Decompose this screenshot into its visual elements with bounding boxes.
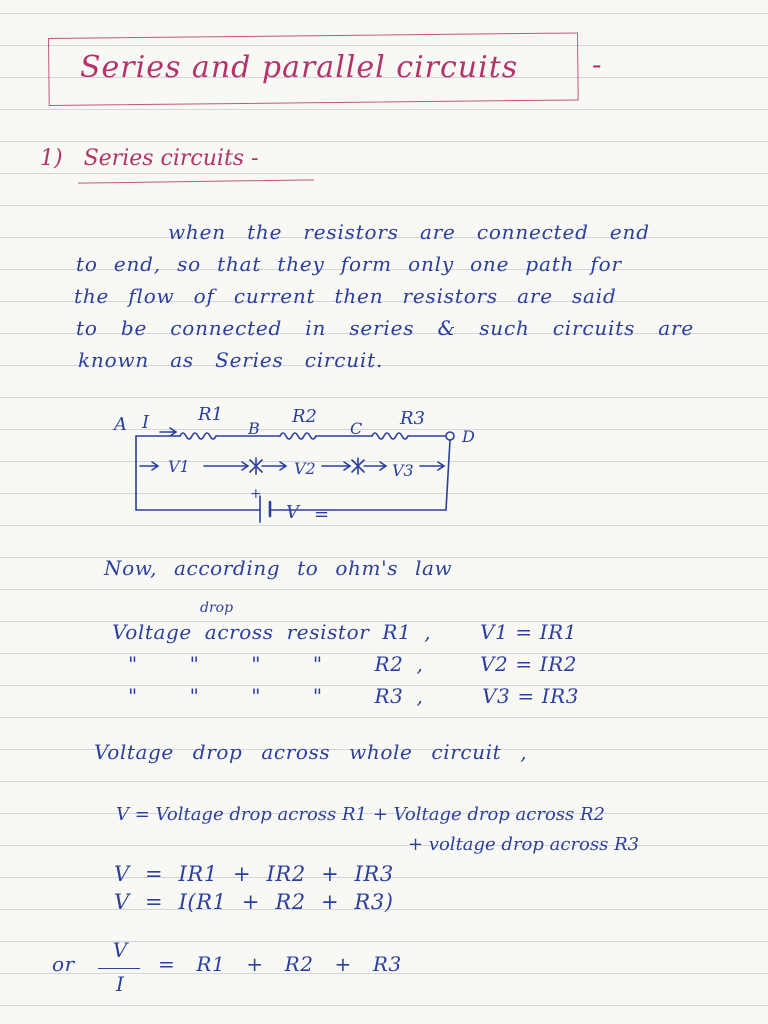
source-symbol: = — [314, 504, 330, 525]
terminal-d — [446, 432, 454, 440]
drop-equation: V1 = IR1 — [480, 620, 578, 644]
section-underline — [78, 179, 314, 183]
source-plus-label: + — [250, 486, 262, 502]
node-marker-b — [250, 458, 262, 474]
drop-annotation: drop — [200, 600, 234, 616]
r1-label: R1 — [198, 404, 224, 425]
resistor-r2-symbol — [280, 433, 316, 439]
fraction-numerator: V — [112, 938, 128, 962]
total-equation-cont: + voltage drop across R3 — [408, 834, 640, 855]
drop-label: " " " " R3 , — [128, 684, 424, 708]
node-c-label: C — [350, 419, 363, 438]
ohms-law-line: Now, according to ohm's law — [104, 556, 453, 580]
current-label: I — [142, 412, 150, 433]
section-heading-text: Series circuits - — [83, 146, 259, 171]
drop-equation: V3 = IR3 — [482, 684, 580, 708]
paragraph-line: to end, so that they form only one path for — [76, 252, 622, 276]
node-b-label: B — [248, 419, 260, 438]
paragraph-line: known as Series circuit. — [78, 348, 384, 372]
node-a-label: A — [114, 414, 127, 435]
current-arrow — [160, 428, 176, 436]
v3-label: V3 — [392, 461, 414, 480]
fraction-bar — [98, 968, 140, 969]
r2-label: R2 — [292, 406, 318, 427]
wire-left-bottom — [136, 436, 260, 510]
v1-arrow-left — [140, 462, 158, 470]
drop-label: Voltage across resistor R1 , — [112, 620, 432, 644]
title-dash: - — [592, 48, 602, 81]
v2-arrow-right — [322, 462, 350, 470]
node-marker-c — [352, 458, 364, 474]
source-label: V — [286, 502, 299, 523]
v3-arrow-right — [420, 462, 444, 470]
section-heading — [40, 146, 259, 171]
derivation-line: V = IR1 + IR2 + IR3 — [114, 862, 394, 886]
paragraph-line: the flow of current then resistors are said — [74, 284, 617, 308]
final-rhs: = R1 + R2 + R3 — [158, 952, 402, 976]
page-title: Series and parallel circuits — [80, 50, 519, 85]
fraction-denominator: I — [116, 972, 124, 996]
v1-arrow-right — [204, 462, 248, 470]
node-d-label: D — [462, 427, 475, 446]
paragraph-line: to be connected in series & such circuits are — [76, 316, 695, 340]
section-number: 1) — [40, 146, 63, 171]
derivation-line: V = I(R1 + R2 + R3) — [114, 890, 394, 914]
v2-arrow-left — [262, 462, 286, 470]
total-equation: V = Voltage drop across R1 + Voltage drop across R2 — [116, 804, 605, 825]
drop-equation: V2 = IR2 — [480, 652, 578, 676]
resistor-r3-symbol — [372, 433, 408, 439]
r3-label: R3 — [400, 408, 426, 429]
v3-arrow-left — [364, 462, 386, 470]
series-circuit-diagram — [100, 398, 500, 528]
final-prefix: or — [52, 952, 75, 976]
resistor-r1-symbol — [180, 433, 216, 439]
wire-right-bottom — [328, 440, 450, 510]
v2-label: V2 — [294, 459, 316, 478]
paragraph-line: when the resistors are connected end — [168, 220, 650, 244]
whole-circuit-line: Voltage drop across whole circuit , — [94, 740, 528, 764]
v1-label: V1 — [168, 457, 190, 476]
drop-label: " " " " R2 , — [128, 652, 424, 676]
